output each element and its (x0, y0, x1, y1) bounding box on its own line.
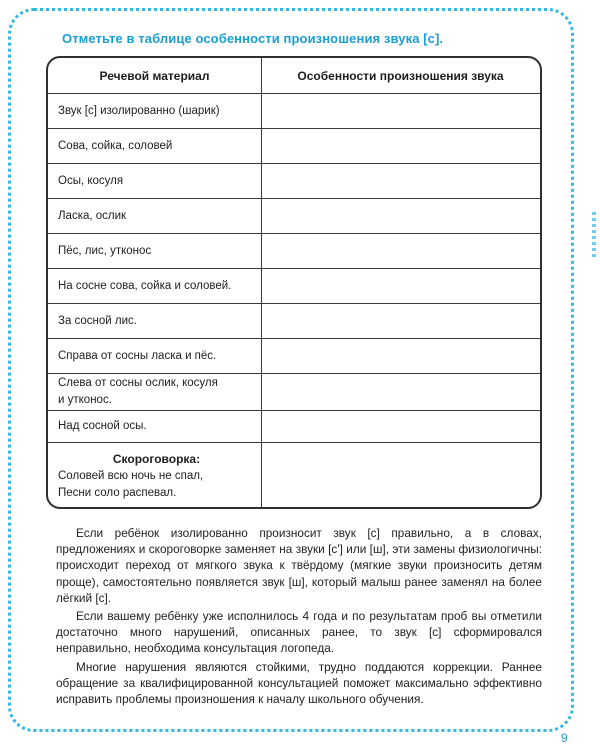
answer-cell[interactable] (262, 304, 540, 338)
table-row (48, 94, 540, 129)
table-row (48, 199, 540, 234)
table-row (48, 374, 540, 411)
material-text: Ласка, ослик (58, 209, 127, 222)
answer-cell[interactable] (262, 443, 540, 509)
answer-cell[interactable] (262, 129, 540, 163)
material-text-continued: и утконос. (58, 394, 112, 406)
table-row (48, 339, 540, 374)
material-text: Звук [с] изолированно (шарик) (58, 104, 220, 117)
table-row (48, 269, 540, 304)
material-text: За сосной лис. (58, 314, 138, 327)
pronunciation-table (46, 56, 542, 509)
answer-cell[interactable] (262, 339, 540, 373)
table-row (48, 304, 540, 339)
material-text: Справа от сосны ласка и пёс. (58, 349, 217, 362)
answer-cell[interactable] (262, 411, 540, 442)
page-number: 9 (561, 731, 568, 745)
paragraph: Если ребёнок изолированно произносит звук [с] правильно, а в словах, предложениях и скороговорке заменяет на звуки [с'] или [ш], эти замены физиологичны: происходит переход от мягкого звука к твёрдому (мягкие звуки произносить детям проще), самостоятельно появляется звук [ш], который малыш ранее заменял на более лёгкий [с]. (56, 526, 542, 605)
table-row (48, 129, 540, 164)
answer-cell[interactable] (262, 374, 540, 410)
answer-cell[interactable] (262, 199, 540, 233)
material-text: Осы, косуля (58, 174, 124, 187)
paragraph: Если вашему ребёнку уже исполнилось 4 года и по результатам проб вы отметили достаточно много нарушений, описанных ранее, то звук [с] сформировался неправильно, необходима консультация логопеда. (56, 609, 542, 656)
paragraph: Многие нарушения являются стойкими, трудно поддаются коррекции. Раннее обращение за квалифицированной консультацией поможет максимально эффективно исправить проблемы произношения к началу школьного обучения. (56, 659, 542, 707)
material-text: Слева от сосны ослик, косуля (58, 377, 218, 389)
table-row (48, 411, 540, 443)
tongue-twister-title: Скороговорка: (112, 451, 201, 466)
material-text: Над сосной осы. (58, 420, 147, 432)
material-text: На сосне сова, сойка и соловей. (58, 279, 232, 292)
table-row (48, 234, 540, 269)
answer-cell[interactable] (262, 234, 540, 268)
header-speech-material: Речевой материал (48, 58, 261, 94)
tongue-twister-line: Соловей всю ночь не спал, (58, 469, 204, 482)
answer-cell[interactable] (262, 94, 540, 128)
answer-cell[interactable] (262, 164, 540, 198)
header-pronunciation-features: Особенности произношения звука (261, 58, 540, 94)
task-heading: Отметьте в таблице особенности произношения звука [с]. (62, 31, 444, 46)
tongue-twister-row (48, 443, 540, 509)
material-text: Пёс, лис, утконос (58, 244, 152, 257)
tongue-twister-line: Песни соло распевал. (58, 486, 177, 499)
material-text: Сова, сойка, соловей (58, 139, 173, 152)
table-row (48, 164, 540, 199)
explanation-text (56, 525, 542, 709)
edge-mark (592, 212, 596, 260)
answer-cell[interactable] (262, 269, 540, 303)
